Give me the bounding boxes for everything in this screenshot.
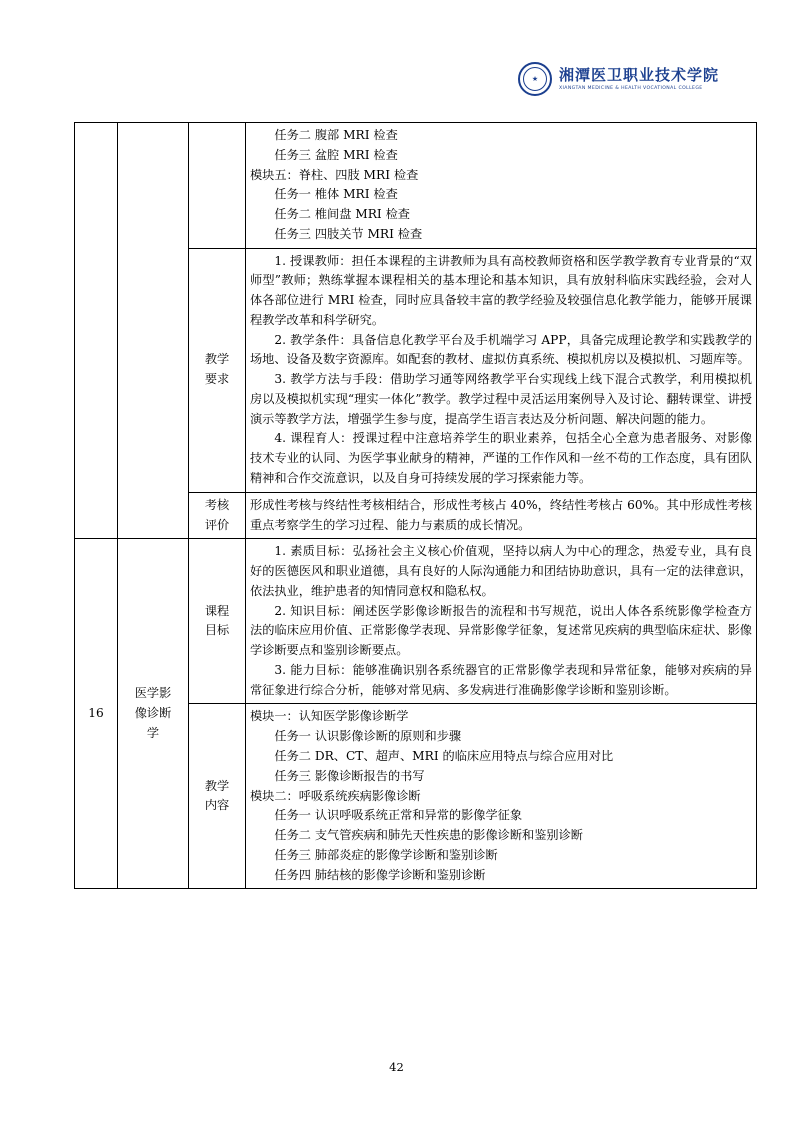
- line: 任务一 认识呼吸系统正常和异常的影像学征象: [274, 808, 523, 823]
- course-objectives-cell: [246, 539, 757, 704]
- logo-text: [559, 67, 719, 92]
- section-label-teaching-content: [189, 704, 246, 889]
- paragraph: 2. 知识目标：阐述医学影像诊断报告的流程和书写规范，说出人体各系统影像学检查方法的临床应用价值、正常影像学表现、异常影像学征象，复述常见疾病的典型临床症状、影像学诊断要点和鉴别诊断要点。: [250, 603, 752, 658]
- line: 任务四 肺结核的影像学诊断和鉴别诊断: [274, 867, 486, 882]
- course-name-mri: [118, 123, 189, 539]
- paragraph: 1. 素质目标：弘扬社会主义核心价值观，坚持以病人为中心的理念，热爱专业，具有良好的医德医风和职业道德，具有良好的人际沟通能力和团结协助意识，具有一定的法律意识，依法执业，维护患者的知情同意权和隐私权。: [250, 544, 752, 598]
- section-label-teaching-requirements: [189, 248, 246, 492]
- course-name-line: 像诊断: [134, 705, 172, 720]
- paragraph: 形成性考核与终结性考核相结合，形成性考核占 40%，终结性考核占 60%。其中形成性考核重点考察学生的学习过程、能力与素质的成长情况。: [250, 497, 752, 532]
- teaching-content-cell: [246, 704, 757, 889]
- label-line: 评价: [204, 517, 230, 532]
- label-line: 教学: [204, 778, 230, 793]
- table-row: [75, 123, 757, 249]
- line: 任务一 椎体 MRI 检查: [274, 187, 398, 202]
- paragraph: 2. 教学条件：具备信息化教学平台及手机端学习 APP，具备完成理论教学和实践教学的场地、设备及数字资源库。如配套的教材、虚拟仿真系统、模拟机房以及模拟机、习题库等。: [250, 332, 752, 367]
- section-label-assessment: [189, 492, 246, 539]
- line: 任务三 影像诊断报告的书写: [274, 768, 425, 783]
- paragraph: 1. 授课教师：担任本课程的主讲教师为具有高校教师资格和医学教学教育专业背景的“双师型”教师；熟练掌握本课程相关的基本理论和基本知识，具有放射科临床实践经验，会对人体各部位进行 MRI 检查，同时应具备较丰富的教学经验及较强信息化教学能力，能够开展课程教学改革和科学研究。: [250, 253, 752, 327]
- line: 任务二 支气管疾病和肺先天性疾患的影像诊断和鉴别诊断: [274, 828, 583, 843]
- line: 任务一 认识影像诊断的原则和步骤: [274, 729, 462, 744]
- label-line: 考核: [204, 497, 230, 512]
- seal-mark: ★: [531, 74, 539, 83]
- line: 任务二 椎间盘 MRI 检查: [274, 207, 410, 222]
- paragraph: 3. 能力目标：能够准确识别各系统器官的正常影像学表现和异常征象，能够对疾病的异常征象进行综合分析，能够对常见病、多发病进行准确影像学诊断和鉴别诊断。: [250, 662, 752, 697]
- section-label-course-objectives: [189, 539, 246, 704]
- label-line: 要求: [204, 372, 230, 387]
- course-name-line: 学: [146, 725, 160, 740]
- college-seal-icon: [518, 62, 552, 96]
- page-number: 42: [389, 1060, 404, 1074]
- teaching-requirements-cell: [246, 248, 757, 492]
- college-logo: [518, 62, 719, 96]
- line: 任务三 肺部炎症的影像学诊断和鉴别诊断: [274, 847, 498, 862]
- label-line: 教学: [204, 352, 230, 367]
- row-number-imaging: 16: [75, 539, 118, 889]
- logo-english-name: XIANGTAN MEDICINE & HEALTH VOCATIONAL COLLEGE: [558, 85, 703, 91]
- line: 任务二 腹部 MRI 检查: [274, 128, 398, 142]
- mri-content-cell: [246, 123, 757, 249]
- line: 模块二：呼吸系统疾病影像诊断: [250, 788, 421, 803]
- table-row: [75, 539, 757, 704]
- section-label-empty: [189, 123, 246, 249]
- line: 模块一：认知医学影像诊断学: [250, 709, 409, 724]
- label-line: 内容: [204, 798, 230, 813]
- course-name-line: 医学影: [134, 686, 172, 701]
- line: 模块五：脊柱、四肢 MRI 检查: [250, 167, 419, 182]
- line: 任务三 四肢关节 MRI 检查: [274, 226, 423, 241]
- label-line: 课程: [204, 603, 230, 618]
- label-line: 目标: [204, 623, 230, 638]
- paragraph: 3. 教学方法与手段：借助学习通等网络教学平台实现线上线下混合式教学，利用模拟机房以及模拟机实现“理实一体化”教学。教学过程中灵活运用案例导入及讨论、翻转课堂、讲授演示等教学方法，增强学生参与度，提高学生语言表达及分析问题、解决问题的能力。: [250, 372, 752, 426]
- line: 任务三 盆腔 MRI 检查: [274, 147, 398, 162]
- curriculum-table: [74, 122, 757, 889]
- line: 任务二 DR、CT、超声、MRI 的临床应用特点与综合应用对比: [274, 748, 614, 763]
- assessment-cell: [246, 492, 757, 539]
- logo-chinese-name: 湘潭医卫职业技术学院: [558, 65, 719, 84]
- course-name-imaging: [118, 539, 189, 889]
- paragraph: 4. 课程育人：授课过程中注意培养学生的职业素养，包括全心全意为患者服务、对影像技术专业的认同、为医学事业献身的精神，严谨的工作作风和一丝不苟的工作态度，具有团队精神和合作交流意识，以及自身可持续发展的学习探索能力等。: [250, 431, 752, 486]
- row-number-mri: [75, 123, 118, 539]
